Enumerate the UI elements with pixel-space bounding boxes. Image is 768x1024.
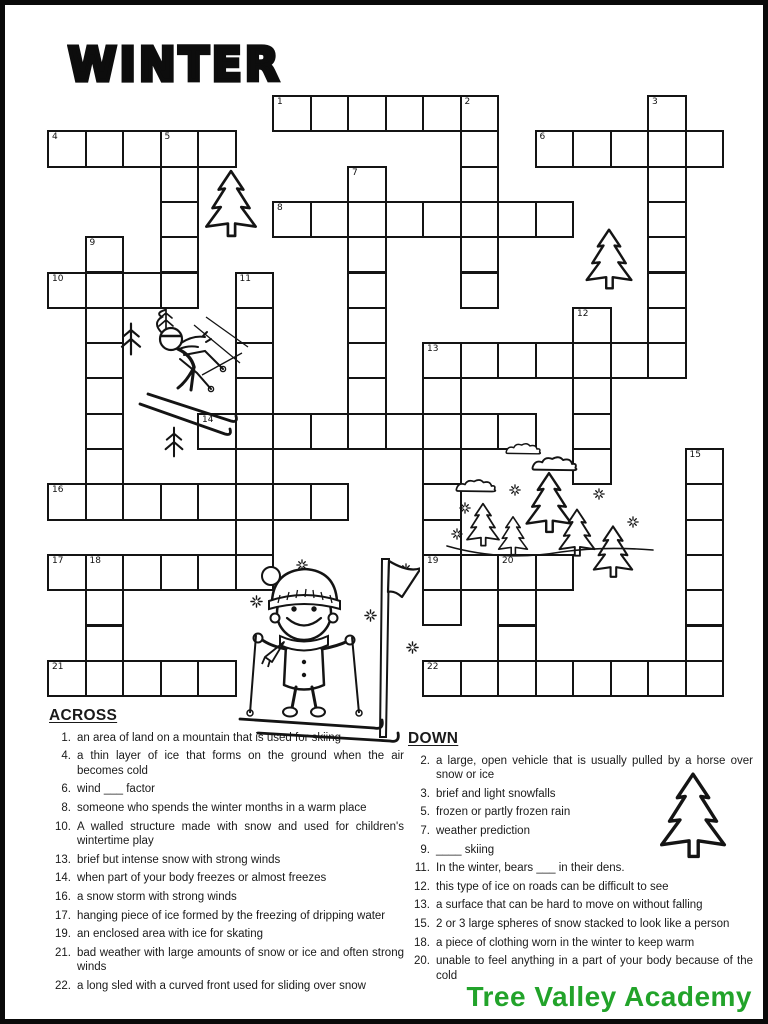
grid-cell[interactable] (460, 130, 500, 167)
grid-cell[interactable] (347, 201, 387, 238)
clue-item (49, 927, 404, 942)
grid-cell[interactable] (422, 413, 462, 450)
grid-cell[interactable] (610, 130, 650, 167)
grid-cell[interactable] (422, 201, 462, 238)
grid-cell[interactable] (460, 342, 500, 379)
clue-item (49, 749, 404, 778)
clue-text: this type of ice on roads can be difficult to see (436, 880, 669, 893)
grid-cell[interactable] (235, 519, 275, 556)
grid-cell[interactable] (235, 554, 275, 591)
grid-cell[interactable] (460, 660, 500, 697)
grid-cell[interactable] (497, 554, 537, 591)
grid-cell[interactable] (235, 483, 275, 520)
clue-number: 19. (55, 928, 71, 941)
grid-cell[interactable] (85, 342, 125, 379)
clue-number: 3. (420, 787, 430, 800)
cell-number: 19 (427, 555, 439, 566)
grid-cell[interactable] (647, 130, 687, 167)
clue-text: an area of land on a mountain that is used for skiing (77, 731, 342, 744)
cell-number: 14 (202, 414, 214, 425)
clue-item (408, 824, 753, 839)
grid-cell[interactable] (85, 130, 125, 167)
clue-text: brief and light snowfalls (436, 787, 556, 800)
clue-item (49, 782, 404, 797)
clue-text: frozen or partly frozen rain (436, 806, 571, 819)
grid-cell[interactable] (647, 236, 687, 273)
grid-cell[interactable] (572, 307, 612, 344)
grid-cell[interactable] (47, 660, 87, 697)
grid-cell[interactable] (347, 95, 387, 132)
grid-cell[interactable] (685, 483, 725, 520)
grid-cell[interactable] (272, 201, 312, 238)
grid-cell[interactable] (310, 95, 350, 132)
cell-number: 7 (352, 167, 358, 178)
clue-text: an enclosed area with ice for skating (77, 928, 264, 941)
grid-cell[interactable] (685, 519, 725, 556)
clue-number: 1. (61, 731, 71, 744)
clue-number: 22. (55, 979, 71, 992)
grid-cell[interactable] (460, 95, 500, 132)
cell-number: 5 (164, 132, 171, 143)
grid-cell[interactable] (535, 130, 575, 167)
grid-cell[interactable] (160, 166, 200, 203)
clue-item (408, 936, 753, 951)
clue-text: hanging piece of ice formed by the freezing of dripping water (77, 909, 386, 922)
grid-cell[interactable] (685, 448, 725, 485)
clue-number: 12. (414, 880, 430, 893)
grid-cell[interactable] (647, 166, 687, 203)
grid-cell[interactable] (647, 95, 687, 132)
grid-cell[interactable] (422, 483, 462, 520)
clue-text: brief but intense snow with strong winds (77, 853, 281, 866)
cell-number: 1 (277, 97, 283, 107)
grid-cell[interactable] (497, 201, 537, 238)
cell-number: 22 (427, 661, 439, 672)
grid-cell[interactable] (535, 554, 575, 591)
cell-number: 21 (52, 661, 64, 672)
grid-cell[interactable] (572, 660, 612, 697)
grid-cell[interactable] (160, 201, 200, 238)
grid-cell[interactable] (685, 554, 725, 591)
grid-cell[interactable] (572, 130, 612, 167)
grid-cell[interactable] (160, 483, 200, 520)
clue-item (49, 909, 404, 924)
grid-cell[interactable] (647, 660, 687, 697)
grid-cell[interactable] (685, 130, 725, 167)
cell-number: 8 (277, 202, 283, 213)
grid-cell[interactable] (47, 554, 87, 591)
cell-number: 18 (89, 555, 101, 566)
cell-number: 4 (52, 132, 58, 143)
grid-cell[interactable] (460, 236, 500, 273)
clue-number: 15. (414, 917, 430, 930)
grid-cell[interactable] (385, 95, 425, 132)
grid-cell[interactable] (460, 166, 500, 203)
grid-cell[interactable] (460, 272, 500, 309)
grid-cell[interactable] (160, 236, 200, 273)
grid-cell[interactable] (460, 554, 500, 591)
grid-cell[interactable] (85, 307, 125, 344)
grid-cell[interactable] (235, 413, 275, 450)
clue-item (49, 946, 404, 975)
grid-cell[interactable] (85, 660, 125, 697)
across-clues-section (49, 709, 404, 998)
clue-text: In the winter, bears ___ in their dens. (436, 862, 625, 875)
grid-cell[interactable] (347, 236, 387, 273)
clue-number: 7. (420, 824, 430, 837)
grid-cell[interactable] (347, 377, 387, 414)
grid-cell[interactable] (235, 342, 275, 379)
clue-text: when part of your body freezes or almost freezes (77, 872, 327, 885)
clue-text: a thin layer of ice that forms on the ground when the air becomes cold (77, 750, 404, 777)
grid-cell[interactable] (497, 589, 537, 626)
grid-cell[interactable] (122, 272, 162, 309)
grid-cell[interactable] (85, 448, 125, 485)
grid-cell[interactable] (310, 201, 350, 238)
cell-number: 17 (52, 555, 64, 566)
clue-item (49, 853, 404, 868)
cell-number: 16 (52, 485, 64, 496)
grid-cell[interactable] (85, 413, 125, 450)
grid-cell[interactable] (647, 307, 687, 344)
grid-cell[interactable] (422, 95, 462, 132)
clue-text: unable to feel anything in a part of your body because of the cold (436, 955, 753, 982)
clue-number: 21. (55, 946, 71, 959)
grid-cell[interactable] (347, 272, 387, 309)
clue-text: 2 or 3 large spheres of snow stacked to look like a person (436, 917, 730, 930)
grid-cell[interactable] (197, 554, 237, 591)
clue-number: 6. (61, 783, 71, 796)
clue-text: ____ skiing (436, 843, 495, 856)
grid-cell[interactable] (422, 519, 462, 556)
grid-cell[interactable] (647, 342, 687, 379)
grid-cell[interactable] (610, 660, 650, 697)
clue-item (49, 731, 404, 746)
clue-number: 8. (61, 801, 71, 814)
cell-number: 13 (427, 344, 439, 355)
clue-number: 2. (420, 754, 430, 767)
clue-text: a large, open vehicle that is usually pulled by a horse over snow or ice (436, 754, 753, 782)
grid-cell[interactable] (122, 554, 162, 591)
clue-item (49, 820, 404, 849)
clue-item (408, 880, 753, 895)
grid-cell[interactable] (235, 448, 275, 485)
grid-cell[interactable] (385, 201, 425, 238)
grid-cell[interactable] (347, 166, 387, 203)
grid-cell[interactable] (422, 554, 462, 591)
grid-cell[interactable] (160, 554, 200, 591)
grid-cell[interactable] (122, 483, 162, 520)
grid-cell[interactable] (85, 272, 125, 309)
clue-number: 18. (414, 936, 430, 949)
clue-number: 4. (61, 750, 71, 763)
clue-item (408, 898, 753, 913)
cell-number: 11 (239, 273, 251, 284)
clue-text: a surface that can be hard to move on without falling (436, 899, 703, 912)
clue-number: 9. (420, 843, 430, 856)
clue-item (408, 861, 753, 876)
grid-cell[interactable] (235, 377, 275, 414)
clue-text: weather prediction (436, 824, 530, 837)
grid-cell[interactable] (385, 413, 425, 450)
grid-cell[interactable] (85, 483, 125, 520)
grid-cell[interactable] (47, 483, 87, 520)
clue-number: 14. (55, 872, 71, 885)
cell-number: 20 (502, 555, 514, 566)
grid-cell[interactable] (347, 342, 387, 379)
grid-cell[interactable] (235, 272, 275, 309)
grid-cell[interactable] (422, 589, 462, 626)
grid-cell[interactable] (197, 413, 237, 450)
clue-number: 17. (55, 909, 71, 922)
clue-item (49, 979, 404, 994)
grid-cell[interactable] (272, 483, 312, 520)
cell-number: 6 (539, 132, 546, 143)
grid-cell[interactable] (197, 130, 237, 167)
grid-cell[interactable] (460, 413, 500, 450)
grid-cell[interactable] (535, 342, 575, 379)
grid-cell[interactable] (160, 130, 200, 167)
clue-item (408, 805, 753, 820)
clue-number: 20. (414, 955, 430, 968)
down-clue-list (408, 754, 753, 984)
clue-number: 11. (414, 862, 430, 875)
grid-cell[interactable] (197, 483, 237, 520)
clue-text: a piece of clothing worn in the winter to keep warm (436, 936, 695, 949)
page-title: WINTER (68, 38, 282, 93)
clue-item (408, 754, 753, 783)
grid-cell[interactable] (497, 342, 537, 379)
cell-number: 9 (89, 238, 96, 249)
cell-number: 15 (689, 450, 701, 460)
clue-item (408, 917, 753, 932)
clue-item (49, 801, 404, 816)
grid-cell[interactable] (535, 660, 575, 697)
grid-cell[interactable] (122, 130, 162, 167)
clue-text: a snow storm with strong winds (77, 890, 237, 903)
cell-number: 10 (52, 273, 64, 284)
clue-item (49, 871, 404, 886)
clue-item (408, 787, 753, 802)
clue-item (408, 843, 753, 858)
grid-cell[interactable] (497, 413, 537, 450)
grid-cell[interactable] (122, 660, 162, 697)
across-heading: ACROSS (49, 707, 118, 724)
grid-cell[interactable] (572, 342, 612, 379)
grid-cell[interactable] (572, 413, 612, 450)
grid-cell[interactable] (685, 660, 725, 697)
grid-cell[interactable] (460, 201, 500, 238)
clue-text: wind ___ factor (77, 783, 155, 796)
grid-cell[interactable] (85, 236, 125, 273)
clue-text: a long sled with a curved front used for sliding over snow (77, 979, 366, 992)
grid-cell[interactable] (160, 660, 200, 697)
grid-cell[interactable] (235, 307, 275, 344)
cell-number: 12 (577, 308, 589, 319)
clue-number: 10. (55, 820, 71, 833)
cell-number: 3 (652, 97, 658, 107)
clue-item (408, 954, 753, 983)
grid-cell[interactable] (160, 272, 200, 309)
grid-cell[interactable] (422, 342, 462, 379)
grid-cell[interactable] (422, 448, 462, 485)
grid-cell[interactable] (85, 625, 125, 662)
clue-number: 13. (55, 853, 71, 866)
grid-cell[interactable] (47, 272, 87, 309)
grid-cell[interactable] (685, 625, 725, 662)
clue-text: bad weather with large amounts of snow or ice and often strong winds (77, 946, 404, 974)
grid-cell[interactable] (422, 377, 462, 414)
cell-number: 2 (464, 97, 471, 107)
grid-cell[interactable] (310, 413, 350, 450)
grid-cell[interactable] (422, 660, 462, 697)
down-heading: DOWN (408, 730, 459, 747)
grid-cell[interactable] (197, 660, 237, 697)
grid-cell[interactable] (610, 342, 650, 379)
clue-text: someone who spends the winter months in a warm place (77, 801, 367, 814)
grid-cell[interactable] (497, 660, 537, 697)
grid-cell[interactable] (272, 95, 312, 132)
clue-text: A walled structure made with snow and used for children's wintertime play (77, 820, 404, 848)
grid-cell[interactable] (47, 130, 87, 167)
tree-valley-academy-logo: Tree Valley Academy (466, 981, 752, 1012)
grid-cell[interactable] (310, 483, 350, 520)
across-clue-list (49, 731, 404, 994)
grid-cell[interactable] (272, 413, 312, 450)
grid-cell[interactable] (535, 201, 575, 238)
grid-cell[interactable] (347, 307, 387, 344)
grid-cell[interactable] (572, 448, 612, 485)
grid-cell[interactable] (347, 413, 387, 450)
grid-cell[interactable] (85, 554, 125, 591)
clue-number: 16. (55, 890, 71, 903)
down-clues-section (408, 732, 753, 987)
grid-cell[interactable] (647, 272, 687, 309)
grid-cell[interactable] (497, 625, 537, 662)
grid-cell[interactable] (647, 201, 687, 238)
grid-cell[interactable] (85, 377, 125, 414)
clue-item (49, 890, 404, 905)
grid-cell[interactable] (572, 377, 612, 414)
grid-cell[interactable] (685, 589, 725, 626)
grid-cell[interactable] (85, 589, 125, 626)
clue-number: 13. (414, 899, 430, 912)
clue-number: 5. (420, 806, 430, 819)
